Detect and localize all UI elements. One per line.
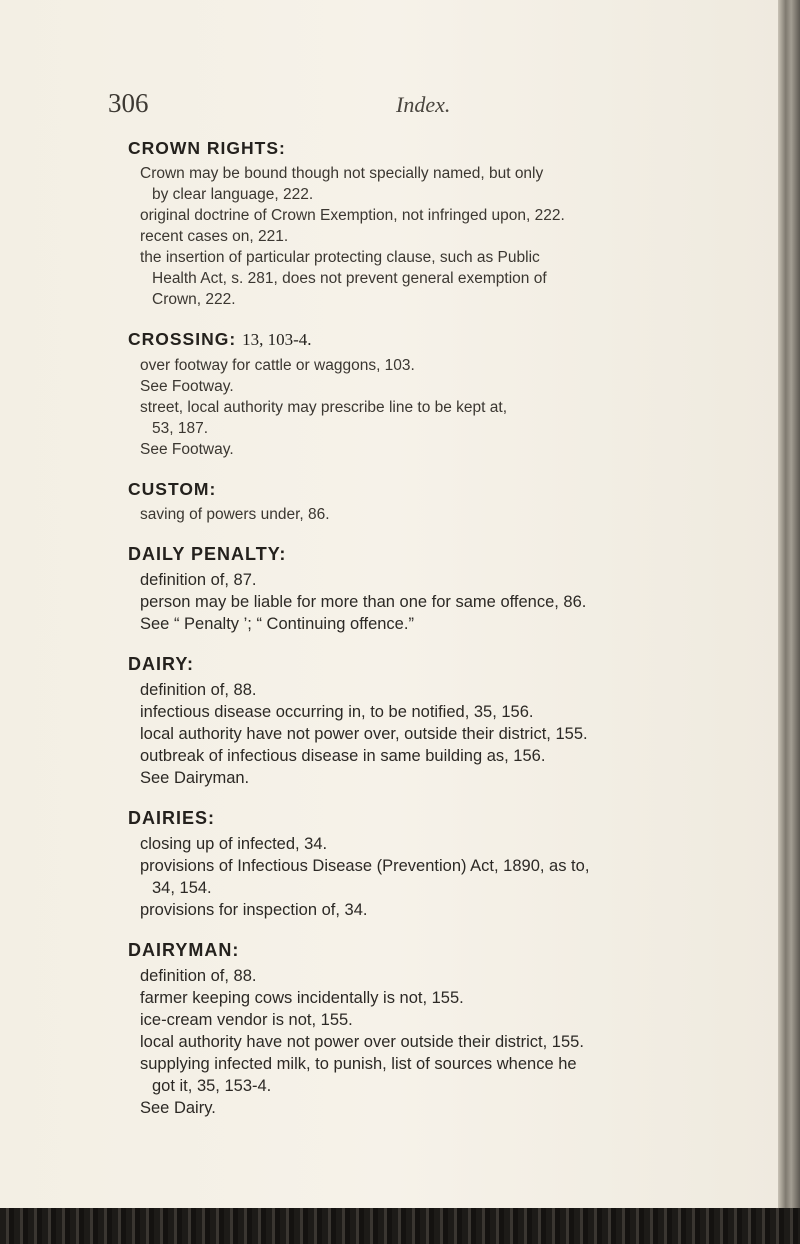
subentry (128, 397, 768, 439)
index-entry-custom (128, 478, 768, 525)
entry-heading (128, 653, 768, 675)
subentry-line: definition of, 87. (140, 571, 257, 589)
subentry-line: infectious disease occurring in, to be notified, 35, 156. (140, 703, 534, 721)
subentry (128, 855, 768, 899)
subentry-line: over footway for cattle or waggons, 103. (140, 357, 415, 374)
index-entry-crossing (128, 328, 768, 460)
subentry (128, 987, 768, 1009)
heading-text: DAIRY: (128, 654, 194, 674)
subentry-line: supplying infected milk, to punish, list of sources whence he (140, 1055, 577, 1073)
subentry (128, 569, 768, 591)
subentry (128, 701, 768, 723)
subentry-line: See “ Penalty ’; “ Continuing offence.” (140, 615, 414, 633)
subentry (128, 591, 768, 613)
subentry-continuation: 34, 154. (152, 879, 212, 897)
heading-text: CROSSING: (128, 329, 237, 349)
subentry (128, 613, 768, 635)
heading-text: CROWN RIGHTS: (128, 138, 286, 158)
subentry (128, 1053, 768, 1097)
subentry-line: See Dairy. (140, 1099, 216, 1117)
entry-heading (128, 137, 768, 159)
subentry (128, 723, 768, 745)
subentry-continuation: Health Act, s. 281, does not prevent general exemption of (152, 270, 547, 287)
subentry-line: farmer keeping cows incidentally is not, 155. (140, 989, 464, 1007)
subentry (128, 376, 768, 397)
subentry-continuation: by clear language, 222. (152, 186, 314, 203)
subentry (128, 439, 768, 460)
entry-heading (128, 807, 768, 829)
subentry-line: See Dairyman. (140, 769, 250, 787)
subentry (128, 1031, 768, 1053)
entry-heading (128, 328, 768, 351)
subentry (128, 226, 768, 247)
subentry-continuation: 53, 187. (152, 420, 209, 437)
subentry-line: the insertion of particular protecting clause, such as Public (140, 249, 540, 266)
heading-text: DAILY PENALTY: (128, 544, 287, 564)
subentry-line: street, local authority may prescribe line to be kept at, (140, 399, 508, 416)
subentry (128, 1097, 768, 1119)
page-header (0, 88, 780, 124)
entry-heading (128, 543, 768, 565)
subentry-line: See Footway. (140, 441, 234, 458)
heading-text: DAIRIES: (128, 808, 216, 828)
page-bottom-edge (0, 1208, 800, 1244)
index-entry-dairy (128, 653, 768, 789)
subentry (128, 504, 768, 525)
running-head: Index. (396, 92, 451, 117)
subentry-continuation: got it, 35, 153-4. (152, 1077, 272, 1095)
subentry (128, 355, 768, 376)
subentry (128, 833, 768, 855)
subentry (128, 205, 768, 226)
heading-text: DAIRYMAN: (128, 940, 240, 960)
subentry-line: definition of, 88. (140, 681, 257, 699)
heading-page-refs: 13, 103-4. (242, 330, 312, 349)
subentry (128, 247, 768, 310)
heading-text: CUSTOM: (128, 479, 217, 499)
subentry-line: person may be liable for more than one for same offence, 86. (140, 593, 587, 611)
subentry-line: provisions of Infectious Disease (Prevention) Act, 1890, as to, (140, 857, 590, 875)
entry-heading (128, 478, 768, 500)
subentry-line: outbreak of infectious disease in same building as, 156. (140, 747, 546, 765)
subentry (128, 899, 768, 921)
subentry (128, 767, 768, 789)
subentry (128, 1009, 768, 1031)
subentry-line: provisions for inspection of, 34. (140, 901, 368, 919)
page-number: 306 (108, 88, 149, 118)
subentry-line: See Footway. (140, 378, 234, 395)
subentry-line: local authority have not power over, outside their district, 155. (140, 725, 588, 743)
index-entry-crown-rights (128, 137, 768, 310)
subentry-line: Crown may be bound though not specially named, but only (140, 165, 544, 182)
page-edge-shadow (778, 0, 800, 1244)
subentry-line: ice-cream vendor is not, 155. (140, 1011, 353, 1029)
subentry (128, 965, 768, 987)
subentry-line: closing up of infected, 34. (140, 835, 328, 853)
entry-heading (128, 939, 768, 961)
index-entry-dairyman (128, 939, 768, 1119)
subentry-line: saving of powers under, 86. (140, 506, 330, 523)
index-entries (128, 137, 768, 1137)
subentry (128, 745, 768, 767)
subentry (128, 679, 768, 701)
subentry-line: local authority have not power over outside their district, 155. (140, 1033, 584, 1051)
subentry (128, 163, 768, 205)
subentry-line: recent cases on, 221. (140, 228, 289, 245)
index-entry-dairies (128, 807, 768, 921)
subentry-continuation: Crown, 222. (152, 291, 236, 308)
subentry-line: definition of, 88. (140, 967, 257, 985)
index-entry-daily-penalty (128, 543, 768, 635)
subentry-line: original doctrine of Crown Exemption, not infringed upon, 222. (140, 207, 565, 224)
